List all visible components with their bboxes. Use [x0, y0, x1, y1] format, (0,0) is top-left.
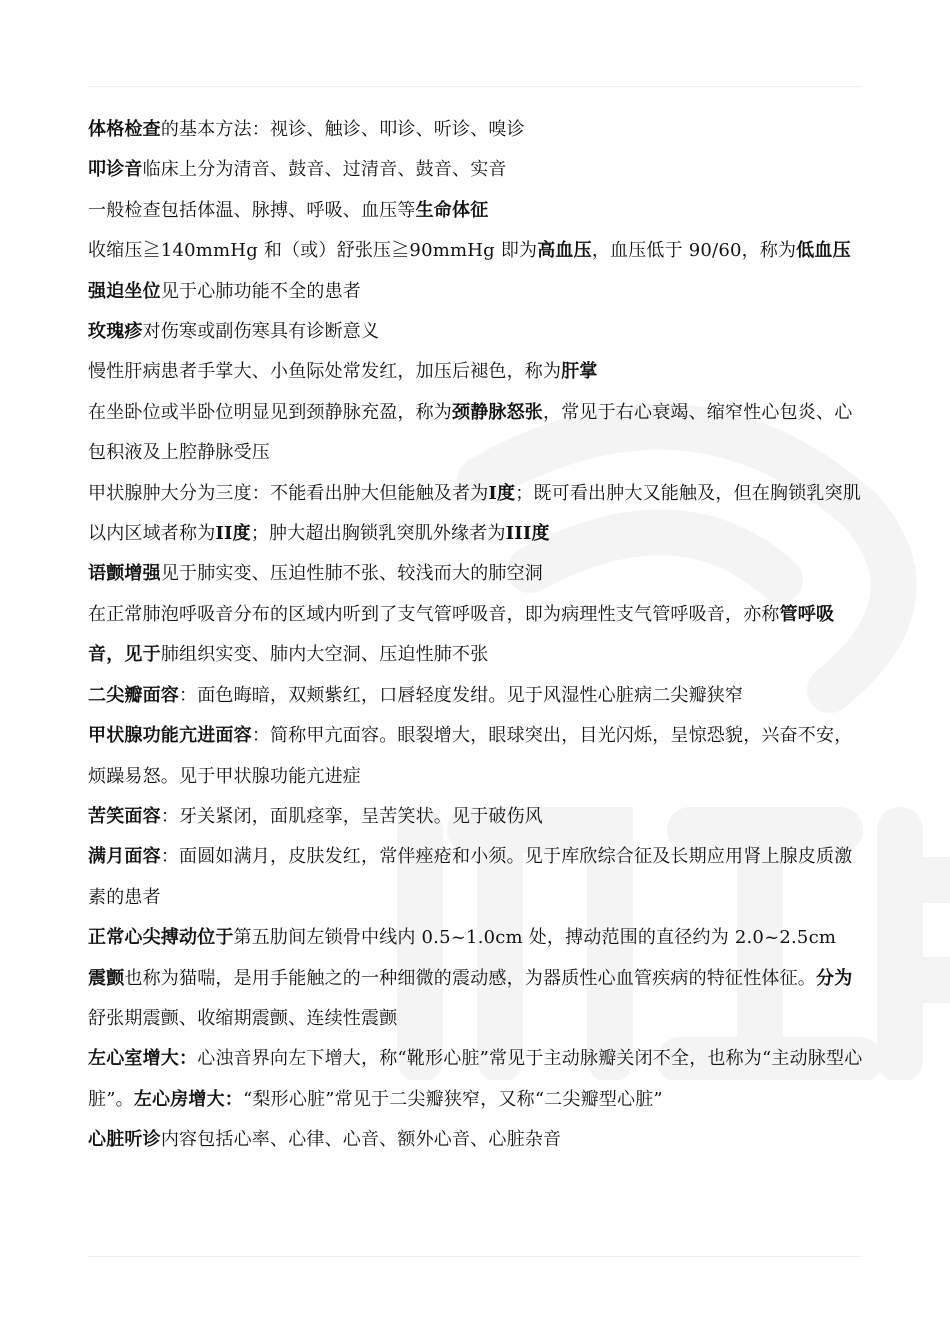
- bold-term: II度: [215, 523, 251, 545]
- bold-term: 玫瑰疹: [88, 321, 143, 343]
- text-segment: ：面色晦暗，双颊紫红，口唇轻度发绀。见于风湿性心脏病二尖瓣狭窄: [179, 684, 744, 706]
- text-segment: 第五肋间左锁骨中线内 0.5~1.0cm 处，搏动范围的直径约为 2.0~2.5cm: [233, 927, 837, 949]
- text-segment: 心浊音界向左下增大，称“靴形心脏”常见于主动脉瓣关闭不全，也称为“主动脉型心脏”。: [88, 1048, 863, 1110]
- bold-term: 低血压: [796, 240, 851, 262]
- paragraph: [88, 474, 868, 555]
- bold-term: 管呼吸音，见于: [88, 603, 835, 666]
- bold-term: 体格检查: [88, 119, 161, 140]
- text-segment: ：面圆如满月，皮肤发红，常伴痤疮和小须。见于库欣综合征及长期应用肾上腺皮质激素的患者: [88, 846, 853, 908]
- paragraph: [88, 1039, 868, 1120]
- paragraph: [88, 554, 868, 594]
- bold-term: I度: [488, 482, 516, 504]
- bold-term: 左心房增大：: [133, 1088, 244, 1110]
- bold-term: 叩诊音: [88, 159, 143, 181]
- bold-term: 正常心尖搏动位于: [88, 927, 234, 949]
- bold-term: 甲状腺功能亢进面容: [88, 725, 252, 747]
- paragraph: [88, 676, 868, 716]
- paragraph: [88, 959, 868, 1040]
- text-segment: 甲状腺肿大分为三度：不能看出肿大但能触及者为: [88, 482, 489, 504]
- paragraph: [88, 797, 868, 837]
- bold-term: 肝掌: [561, 361, 598, 383]
- paragraph: [88, 231, 868, 271]
- text-segment: 对伤寒或副伤寒具有诊断意义: [142, 321, 380, 343]
- text-segment: ；肿大超出胸锁乳突肌外缘者为: [250, 523, 506, 545]
- text-segment: “梨形心脏”常见于二尖瓣狭窄，又称“二尖瓣型心脏”: [243, 1088, 663, 1110]
- paragraph: [88, 352, 868, 392]
- text-segment: ；既可看出肿大又能触及，但在胸锁乳突肌以内区域者称为: [88, 482, 862, 545]
- text-segment: 收缩压≧140mmHg 和（或）舒张压≧90mmHg 即为: [88, 240, 538, 262]
- bold-term: 分为: [816, 967, 853, 989]
- text-segment: 慢性肝病患者手掌大、小鱼际处常发红，加压后褪色，称为: [88, 361, 562, 383]
- bold-term: 心脏听诊: [88, 1129, 161, 1151]
- bold-term: 生命体征: [415, 199, 489, 221]
- text-segment: 内容包括心率、心律、心音、额外心音、心脏杂音: [160, 1129, 562, 1151]
- paragraph: [88, 272, 868, 312]
- text-segment: ：简称甲亢面容。眼裂增大，眼球突出，目光闪烁，呈惊恐貌，兴奋不安，烦躁易怒。见于甲状腺功能亢进症: [88, 725, 853, 787]
- text-segment: 见于心肺功能不全的患者: [160, 280, 362, 302]
- text-segment: ，常见于右心衰竭、缩窄性心包炎、心包积液及上腔静脉受压: [88, 401, 853, 464]
- paragraph: [88, 837, 868, 918]
- text-segment: 也称为猫喘，是用手能触之的一种细微的震动感，为器质性心血管疾病的特征性体征。: [124, 967, 817, 989]
- text-segment: ，血压低于 90/60，称为: [591, 240, 797, 262]
- bold-term: 满月面容: [88, 846, 161, 868]
- text-segment: 舒张期震颤、收缩期震颤、连续性震颤: [88, 1007, 398, 1029]
- bold-term: 颈静脉怒张: [452, 401, 543, 423]
- paragraph: [88, 312, 868, 352]
- paragraph: [88, 595, 868, 676]
- header-rule: [88, 86, 862, 87]
- bold-term: III度: [505, 523, 550, 545]
- paragraph: [88, 1120, 868, 1160]
- text-segment: 在正常肺泡呼吸音分布的区域内听到了支气管呼吸音，即为病理性支气管呼吸音，亦称: [88, 603, 780, 625]
- text-segment: 临床上分为清音、鼓音、过清音、鼓音、实音: [142, 159, 507, 181]
- paragraph: [88, 393, 868, 474]
- paragraph: [88, 191, 868, 231]
- paragraph: [88, 918, 868, 958]
- text-segment: 在坐卧位或半卧位明显见到颈静脉充盈，称为: [88, 401, 452, 423]
- paragraph: [88, 150, 868, 190]
- paragraph: [88, 716, 868, 797]
- bold-term: 强迫坐位: [88, 280, 161, 302]
- bold-term: 左心室增大：: [88, 1048, 198, 1070]
- text-segment: 的基本方法：视诊、触诊、叩诊、听诊、嗅诊: [160, 119, 525, 140]
- footer-rule: [88, 1256, 862, 1257]
- bold-term: 语颤增强: [88, 563, 161, 585]
- text-segment: 一般检查包括体温、脉搏、呼吸、血压等: [88, 199, 416, 221]
- bold-term: 震颤: [88, 967, 125, 989]
- text-segment: 肺组织实变、肺内大空洞、压迫性肺不张: [160, 644, 489, 666]
- paragraph: [88, 110, 868, 150]
- bold-term: 高血压: [537, 240, 592, 262]
- document-body: [88, 110, 868, 1161]
- text-segment: ：牙关紧闭，面肌痉挛，呈苦笑状。见于破伤风: [160, 805, 544, 827]
- bold-term: 苦笑面容: [88, 805, 161, 827]
- text-segment: 见于肺实变、压迫性肺不张、较浅而大的肺空洞: [160, 563, 544, 585]
- bold-term: 二尖瓣面容: [88, 684, 179, 706]
